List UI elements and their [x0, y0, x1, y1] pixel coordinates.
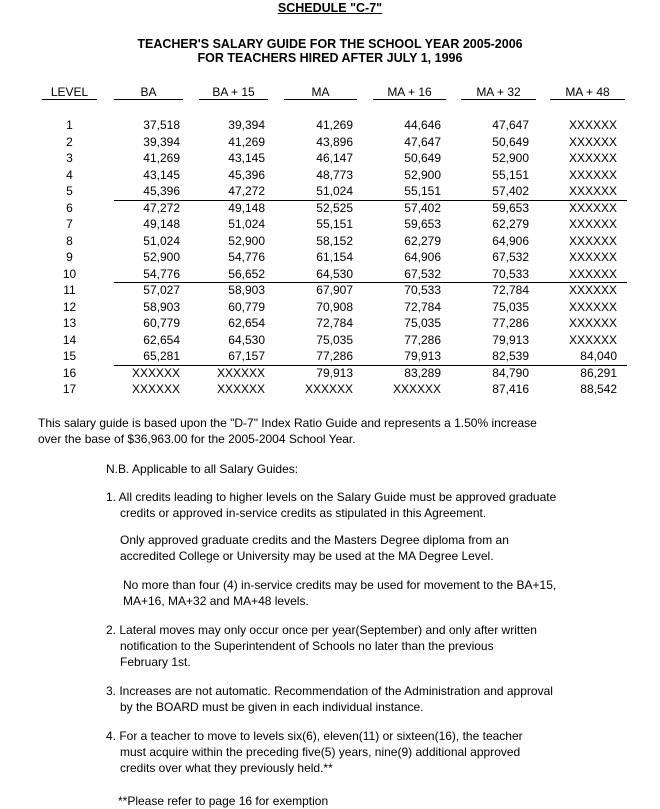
cell-ma: 43,896	[316, 134, 353, 149]
item-2-line-3: February 1st.	[120, 655, 191, 669]
column-header-level: LEVEL	[42, 85, 97, 100]
cell-ma16: 55,151	[404, 184, 441, 198]
cell-ma16: 67,532	[404, 266, 441, 281]
cell-ba15: 62,654	[228, 316, 265, 330]
cell-ma48: XXXXXX	[568, 332, 617, 347]
cell-ma48: XXXXXX	[568, 316, 617, 330]
table-row	[0, 381, 660, 398]
cell-ma32: 79,913	[492, 332, 529, 347]
table-row	[0, 249, 660, 266]
cell-ma32: 47,647	[492, 118, 529, 132]
cell-ba: 47,272	[143, 200, 180, 215]
column-header-ma48: MA + 48	[550, 85, 625, 100]
cell-level: 13	[62, 316, 77, 330]
cell-ba: 49,148	[143, 217, 180, 231]
cell-ma32: 67,532	[492, 250, 529, 264]
cell-ba: XXXXXX	[131, 365, 180, 380]
cell-ma: 67,907	[316, 283, 353, 297]
cell-ba15: 51,024	[228, 217, 265, 231]
cell-ma32: 84,790	[492, 365, 529, 380]
cell-level: 2	[66, 134, 73, 149]
cell-ma48: XXXXXX	[568, 200, 617, 215]
cell-ba: 45,396	[143, 184, 180, 198]
cell-ba15: XXXXXX	[216, 382, 265, 396]
cell-ma48: XXXXXX	[568, 151, 617, 165]
item-2-line-2: notification to the Superintendent of Schools no later than the previous	[120, 639, 494, 653]
cell-level: 6	[66, 200, 73, 215]
cell-ba: 62,654	[143, 332, 180, 347]
cell-ba15: 56,652	[228, 266, 265, 281]
title-line-2: FOR TEACHERS HIRED AFTER JULY 1, 1996	[197, 51, 463, 65]
cell-ma48: XXXXXX	[568, 299, 617, 314]
cell-ma: 58,152	[316, 233, 353, 248]
cell-ma32: 70,533	[492, 266, 529, 281]
row-separator	[114, 282, 627, 283]
cell-ba15: 49,148	[228, 200, 265, 215]
cell-ba15: 47,272	[228, 184, 265, 198]
column-header-ba15: BA + 15	[199, 85, 268, 100]
cell-level: 14	[62, 332, 77, 347]
item-4-line-2: must acquire within the preceding five(5) years, nine(9) additional approved	[120, 745, 521, 759]
cell-level: 8	[66, 233, 73, 248]
row-separator	[114, 200, 627, 201]
cell-ba15: 45,396	[228, 167, 265, 182]
table-row	[0, 365, 660, 382]
cell-ma32: 52,900	[492, 151, 529, 165]
table-row	[0, 183, 660, 200]
cell-ma32: 57,402	[492, 184, 529, 198]
cell-ma: 51,024	[316, 184, 353, 198]
intro-line-2: over the base of $36,963.00 for the 2005-2004 School Year.	[38, 432, 356, 446]
item-4-line-1: 4. For a teacher to move to levels six(6), eleven(11) or sixteen(16), the teacher	[106, 729, 523, 743]
cell-ba: 37,518	[143, 118, 180, 132]
cell-level: 9	[66, 250, 73, 264]
footnote: **Please refer to page 16 for exemption	[118, 794, 329, 808]
cell-ma16: 57,402	[404, 200, 441, 215]
cell-ma: 41,269	[316, 118, 353, 132]
cell-ma48: XXXXXX	[568, 184, 617, 198]
cell-ma48: XXXXXX	[568, 233, 617, 248]
table-row	[0, 282, 660, 299]
cell-ma48: XXXXXX	[568, 283, 617, 297]
title-line-1: TEACHER'S SALARY GUIDE FOR THE SCHOOL YEAR 2005-2006	[137, 37, 523, 51]
cell-ba: 52,900	[143, 250, 180, 264]
intro-line-1: This salary guide is based upon the "D-7" Index Ratio Guide and represents a 1.50% increase	[38, 416, 537, 430]
column-header-ma: MA	[284, 85, 357, 100]
cell-ma16: 52,900	[404, 167, 441, 182]
cell-ma32: 72,784	[492, 283, 529, 297]
cell-ba15: 58,903	[228, 283, 265, 297]
table-row	[0, 150, 660, 167]
cell-ba15: 52,900	[228, 233, 265, 248]
cell-ma16: 64,906	[404, 250, 441, 264]
cell-ma48: XXXXXX	[568, 118, 617, 132]
cell-ma48: XXXXXX	[568, 250, 617, 264]
cell-ma16: 44,646	[404, 118, 441, 132]
cell-ma: 48,773	[316, 167, 353, 182]
cell-ba15: XXXXXX	[216, 365, 265, 380]
cell-ma: 52,525	[316, 200, 353, 215]
nb-heading: N.B. Applicable to all Salary Guides:	[106, 462, 299, 476]
cell-ba15: 43,145	[228, 151, 265, 165]
item-1-line-2: credits or approved in-service credits as stipulated in this Agreement.	[120, 506, 487, 520]
cell-level: 4	[66, 167, 73, 182]
item-1c-line-1: No more than four (4) in-service credits may be used for movement to the BA+15,	[123, 578, 557, 592]
cell-ma: 79,913	[316, 365, 353, 380]
cell-level: 11	[63, 283, 76, 297]
cell-ba: 57,027	[143, 283, 180, 297]
table-row	[0, 134, 660, 151]
table-row	[0, 233, 660, 250]
cell-ma16: 83,289	[404, 365, 441, 380]
cell-ma32: 87,416	[492, 382, 529, 396]
cell-ma: XXXXXX	[304, 382, 353, 396]
cell-ma48: XXXXXX	[568, 167, 617, 182]
cell-ma16: 47,647	[404, 134, 441, 149]
cell-level: 10	[62, 266, 77, 281]
cell-ma48: XXXXXX	[568, 217, 617, 231]
cell-ma16: 75,035	[404, 316, 441, 330]
cell-ma32: 75,035	[492, 299, 529, 314]
table-row	[0, 200, 660, 217]
column-header-ma32: MA + 32	[461, 85, 536, 100]
item-1b-line-2: accredited College or University may be used at the MA Degree Level.	[120, 549, 494, 563]
cell-ma: 70,908	[316, 299, 353, 314]
cell-ma16: 70,533	[404, 283, 441, 297]
cell-ba: 65,281	[143, 349, 180, 363]
table-row	[0, 167, 660, 184]
cell-ba: 58,903	[143, 299, 180, 314]
cell-ma48: 86,291	[580, 365, 617, 380]
cell-ba15: 67,157	[228, 349, 265, 363]
cell-level: 15	[62, 349, 77, 363]
cell-ma32: 64,906	[492, 233, 529, 248]
cell-ba: 54,776	[143, 266, 180, 281]
cell-ma32: 82,539	[492, 349, 529, 363]
item-1b-line-1: Only approved graduate credits and the Masters Degree diploma from an	[120, 533, 509, 547]
cell-ba: 51,024	[143, 233, 180, 248]
cell-ma16: 50,649	[404, 151, 441, 165]
item-2-line-1: 2. Lateral moves may only occur once per year(September) and only after written	[106, 623, 537, 637]
cell-ma: 64,530	[316, 266, 353, 281]
cell-ma: 75,035	[316, 332, 353, 347]
cell-level: 17	[62, 382, 77, 396]
cell-ma32: 59,653	[492, 200, 529, 215]
cell-ba: 39,394	[143, 134, 180, 149]
table-row	[0, 117, 660, 134]
cell-ba15: 60,779	[228, 299, 265, 314]
table-row	[0, 216, 660, 233]
cell-ma16: 59,653	[404, 217, 441, 231]
cell-ma16: 77,286	[404, 332, 441, 347]
item-3-line-2: by the BOARD must be given in each individual instance.	[120, 700, 424, 714]
cell-level: 16	[62, 365, 77, 380]
cell-ma16: 62,279	[404, 233, 441, 248]
table-row	[0, 315, 660, 332]
cell-ba: 41,269	[143, 151, 180, 165]
cell-ma32: 62,279	[492, 217, 529, 231]
cell-ba15: 41,269	[228, 134, 265, 149]
cell-ba: 60,779	[143, 316, 180, 330]
column-header-ba: BA	[114, 85, 183, 100]
cell-ba: XXXXXX	[131, 382, 180, 396]
cell-ma32: 77,286	[492, 316, 529, 330]
table-row	[0, 332, 660, 349]
cell-ma: 55,151	[316, 217, 353, 231]
cell-level: 5	[66, 184, 73, 198]
item-3-line-1: 3. Increases are not automatic. Recommendation of the Administration and approval	[106, 684, 553, 698]
cell-level: 12	[62, 299, 77, 314]
cell-ma: 61,154	[316, 250, 353, 264]
cell-ba15: 54,776	[228, 250, 265, 264]
cell-ba15: 39,394	[228, 118, 265, 132]
cell-ma16: 79,913	[404, 349, 441, 363]
cell-ma32: 50,649	[492, 134, 529, 149]
cell-ma16: XXXXXX	[392, 382, 441, 396]
table-row	[0, 348, 660, 365]
cell-ma32: 55,151	[492, 167, 529, 182]
cell-level: 1	[66, 118, 73, 132]
cell-ma48: XXXXXX	[568, 266, 617, 281]
table-row	[0, 266, 660, 283]
cell-ma: 72,784	[316, 316, 353, 330]
cell-ma: 77,286	[316, 349, 353, 363]
cell-level: 7	[66, 217, 73, 231]
table-row	[0, 299, 660, 316]
cell-ba: 43,145	[143, 167, 180, 182]
cell-ma48: 88,542	[580, 382, 617, 396]
cell-level: 3	[66, 151, 73, 165]
item-4-line-3: credits over what they previously held.**	[120, 761, 333, 775]
row-separator	[114, 365, 627, 366]
cell-ma: 46,147	[316, 151, 353, 165]
item-1-line-1: 1. All credits leading to higher levels on the Salary Guide must be approved graduate	[106, 490, 557, 504]
item-1c-line-2: MA+16, MA+32 and MA+48 levels.	[123, 594, 309, 608]
column-header-ma16: MA + 16	[373, 85, 446, 100]
schedule-heading: SCHEDULE "C-7"	[277, 1, 383, 15]
cell-ma48: 84,040	[580, 349, 617, 363]
cell-ba15: 64,530	[228, 332, 265, 347]
cell-ma48: XXXXXX	[568, 134, 617, 149]
cell-ma16: 72,784	[404, 299, 441, 314]
